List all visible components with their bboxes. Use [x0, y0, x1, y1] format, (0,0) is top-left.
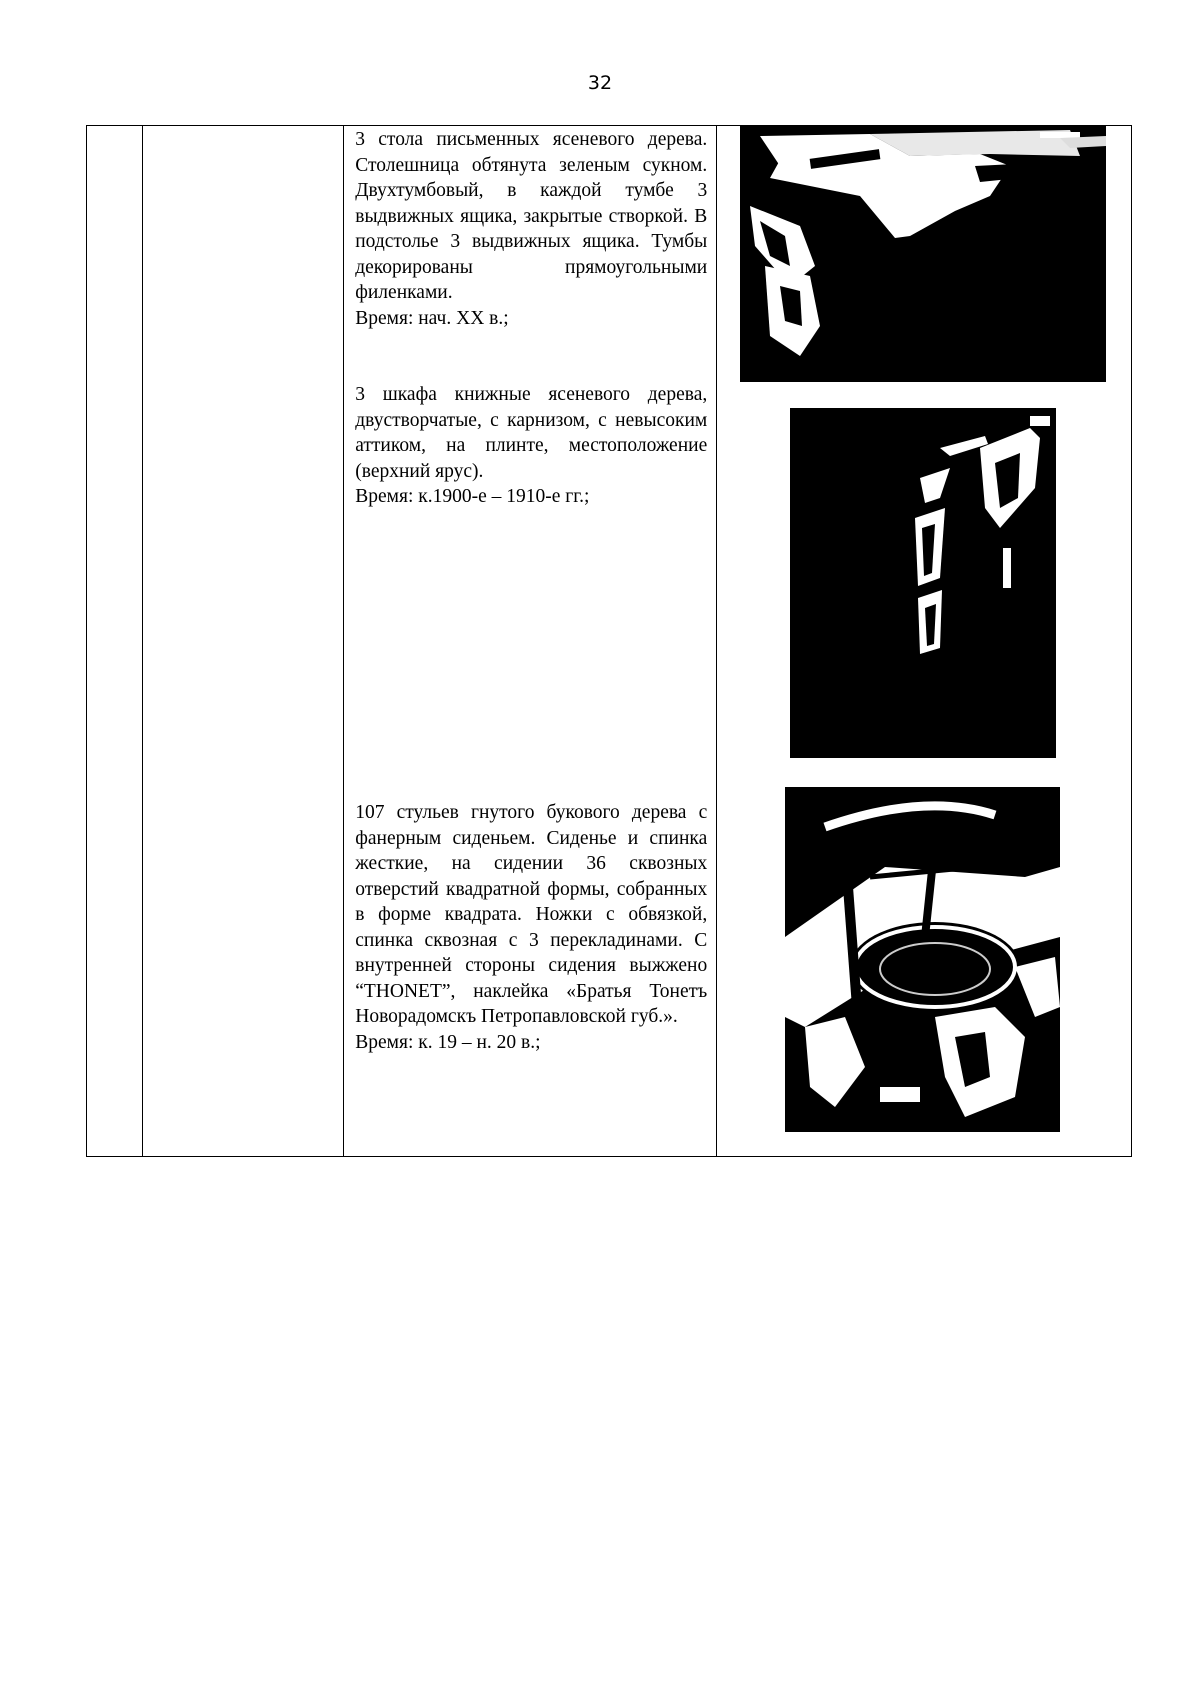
date-text: Время: нач. XX в.;: [355, 307, 509, 329]
page-number: 32: [587, 72, 613, 94]
index-cell: [87, 126, 143, 1157]
date-text: Время: к. 19 – н. 20 в.;: [355, 1031, 541, 1053]
date-text: Время: к.1900-е – 1910-е гг.;: [355, 486, 590, 507]
name-cell: [143, 126, 344, 1157]
description-text: 107 стульев гнутого букового дерева с фанерным сиденьем. Сиденье и спинка жесткие, на сидении 36 сквозных отверстий квадратной формы, собранных в форме квадрата. Ножки с обвязкой, спинка сквозная с 3 перекладинами. С внутренней стороны сидения выжжено “THONET”, наклейка «Братья Тонетъ Новорадомскъ Петропавловской губ.».: [355, 802, 708, 1027]
item-description-desk: [355, 127, 707, 331]
photo-cell: [716, 126, 1131, 1157]
table-row: [87, 126, 1132, 1157]
item-description-chair: [355, 800, 707, 1055]
writing-desk-photo: [740, 126, 1106, 382]
description-text: 3 стола письменных ясеневого дерева. Столешница обтянута зеленым сукном. Двухтумбовый, в каждой тумбе 3 выдвижных ящика, закрытые створкой. В подстолье 3 выдвижных ящика. Тумбы декорированы прямоугольными филенками.: [355, 129, 708, 303]
description-text: 3 шкафа книжные ясеневого дерева, двустворчатые, с карнизом, с невысоким аттиком, на плинте, местоположение (верхний ярус).: [355, 384, 708, 482]
bentwood-chair-photo: [785, 787, 1060, 1132]
inventory-table: [86, 125, 1132, 1157]
bookcase-photo: [790, 408, 1056, 758]
description-cell: [344, 126, 716, 1157]
item-description-bookcase: [355, 382, 707, 510]
